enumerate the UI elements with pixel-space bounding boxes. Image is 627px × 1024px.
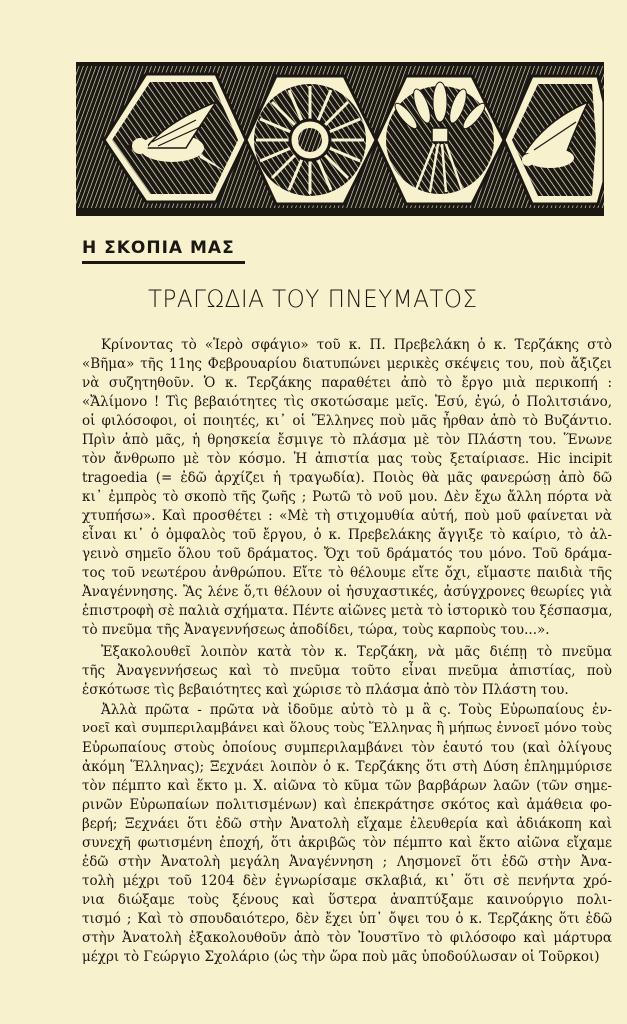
body-line: γεινὸ σημεῖο ὅλου τοῦ δράματος. Ὄχι τοῦ δράματός του μόνο. Τοῦ δράμα- [82, 546, 612, 562]
body-line: «Ἄλίμονο ! Τὶς βεβαιότητες τὶς σκοτώσαμε μεῖς. Ἐσύ, ἐγώ, ὁ Πολιτσιάνο, [82, 394, 612, 410]
body-line: στὴν Ἀνατολὴ ἐξακολουθοῦν ἀπὸ τὸν Ἰουστῖνο τὸ φιλόσοφο καὶ μάρτυρα [82, 930, 612, 946]
body-line: τὸν ἄνθρωπο μὲ τὸν κόσμο. Ἡ ἀπιστία μας τοὺς ξεταίριασε. Hic incipit [82, 451, 612, 467]
body-line: ἐδῶ στὴν Ἀνατολὴ μεγάλη Ἀναγέννηση ; Λησμονεῖ ὅτι ἐδῶ στὴν Ἀνα- [82, 854, 612, 870]
body-line: τὸ πνεῦμα τῆς Ἀναγεννήσεως ἀποδίδει, τώρα, τοὺς καρποὺς του...». [82, 622, 550, 638]
body-line: τος τοῦ νεωτέρου ἀνθρώπου. Εἴτε τὸ θέλουμε εἴτε ὄχι, εἴμαστε παιδιὰ τῆς [82, 565, 612, 581]
body-line: ρινῶν Εὐρωπαίων πολιτισμένων) καὶ ἐπεκράτησε σκότος καὶ ἀμάθεια φο- [82, 797, 612, 813]
body-line: ἀκόμη Ἕλληνας); Ξεχνάει λοιπὸν ὁ κ. Τερζάκης ὅτι στὴ Δύση ἐπλημμύρισε [82, 759, 612, 775]
body-line: εἶναι κι᾿ ὁ ὀμφαλὸς τοῦ ἔργου, ὁ κ. Πρεβελάκης ἄγγιξε τὸ καίριο, τὸ ἀλ- [82, 527, 612, 543]
body-line: τῆς Ἀναγεννήσεως καὶ τὸ πνεῦμα τοῦτο εἶναι πνεῦμα ἀπιστίας, ποὺ [82, 663, 612, 679]
body-line: Πρὶν ἀπὸ μᾶς, ἡ θρησκεία ἔσμιγε τὸ πλάσμα μὲ τὸν Πλάστη του. Ἕνωνε [82, 432, 612, 448]
body-line: Κρίνοντας τὸ «Ἱερὸ σφάγιο» τοῦ κ. Π. Πρεβελάκη ὁ κ. Τερζάκης στὸ [101, 337, 612, 353]
body-line: Ἀναγέννησης. Ἂς λένε ὅ,τι θέλουν οἱ ἡσυχαστικές, ἀσύγχρονες θεωρίες γιὰ [82, 584, 612, 600]
body-line: ἐσκότωσε τὶς βεβαιότητες καὶ χώρισε τὸ πλάσμα ἀπὸ τὸν Πλάστη του. [82, 682, 569, 698]
section-rule [82, 261, 245, 264]
body-line: βερή; Ξεχνάει ὅτι ἐδῶ στὴν Ἀνατολὴ εἴχαμε ἐλευθερία καὶ ἀδιάκοπη καὶ [82, 816, 612, 832]
body-line: ἐπιστροφὴ σὲ παλιὰ σχήματα. Πέντε αἰῶνες μετὰ τὸ ἱστορικὸ του ξέσπασμα, [82, 603, 613, 619]
body-line: tragoedia (= ἐδῶ ἀρχίζει ἡ τραγωδία). Ποιὸς θὰ μᾶς φανερώσῃ ἀπὸ δῶ [82, 470, 612, 486]
woodcut-banner [76, 62, 604, 216]
body-line: χτυπήσω». Καὶ προσθέτει : «Μὲ τὴ στιχομυθία αὐτή, ποὺ μοῦ φαίνεται νὰ [82, 508, 612, 524]
body-line: νὰ συζητηθοῦν. Ὁ κ. Τερζάκης παραθέτει ἀπὸ τὸ ἔργο μιὰ περικοπή : [82, 375, 612, 391]
body-line: συνεχῆ φωτισμένη ἐποχή, ὅτι ἀκριβῶς τὸν πέμπτο καὶ ἕκτο αἰῶνα εἴχαμε [82, 835, 612, 851]
body-line: νια διώξαμε τοὺς ξένους καὶ ὕστερα ἀναπτύξαμε καινούργιο πολι- [82, 892, 612, 908]
body-line: τισμό ; Καὶ τὸ σπουδαιότερο, δὲν ἔχει ὑπ᾿ ὄψει του ὁ κ. Τερζάκης ὅτι ἐδῶ [82, 911, 612, 927]
section-heading: Η ΣΚΟΠΙΑ ΜΑΣ [82, 238, 235, 258]
body-line: Ἀλλὰ πρῶτα - πρῶτα νὰ ἰδοῦμε αὐτὸ τὸ μ ἂ ς. Τοὺς Εὐρωπαίους ἐν- [101, 702, 612, 718]
body-line: Εὐρωπαίους στοὺς ὁποίους συμπεριλαμβάνει τὸν ἑαυτό του (καὶ ὀλίγους [82, 740, 612, 756]
article-title: ΤΡΑΓΩΔΙΑ ΤΟΥ ΠΝΕΥΜΑΤΟΣ [148, 285, 478, 313]
body-line: κι᾿ ἐμπρὸς τὸ σκοπὸ τῆς ζωῆς ; Ρωτῶ τὸ νοῦ μου. Δὲν ἔχω ἄλλη πόρτα νὰ [82, 489, 612, 505]
body-line: οἱ φιλόσοφοι, οἱ ποιητές, κι᾿ οἱ Ἕλληνες ποὺ μᾶς ἦρθαν ἀπὸ τὸ Βυζάντιο. [82, 413, 612, 429]
body-line: τὸν πέμπτο καὶ ἕκτο μ. Χ. αἰῶνα τὸ κῦμα τῶν βαρβάρων λαῶν (τῶν σημε- [82, 778, 612, 794]
body-line: νοεῖ καὶ συμπεριλαμβάνει καὶ ὅλους τοὺς Ἕλληνας ἢ μήπως ἐννοεῖ μόνο τοὺς [82, 721, 612, 736]
body-line: «Βῆμα» τῆς 11ης Φεβρουαρίου διατυπώνει μερικὲς σκέψεις του, ποὺ ἄξιζει [82, 356, 612, 372]
body-line: μέχρι τὸ Γεώργιο Σχολάριο (ὡς τὴν ὥρα ποὺ μᾶς ὑποδούλωσαν οἱ Τοῦρκοι) [82, 949, 600, 965]
body-line: τολὴ μέχρι τοῦ 1204 δὲν ἐγνωρίσαμε σκλαβιά, κι᾿ ὅτι σὲ πενήντα χρό- [82, 873, 612, 889]
body-line: Ἐξακολουθεῖ λοιπὸν κατὰ τὸν κ. Τερζάκη, νὰ μᾶς διέπῃ τὸ πνεῦμα [101, 644, 612, 660]
